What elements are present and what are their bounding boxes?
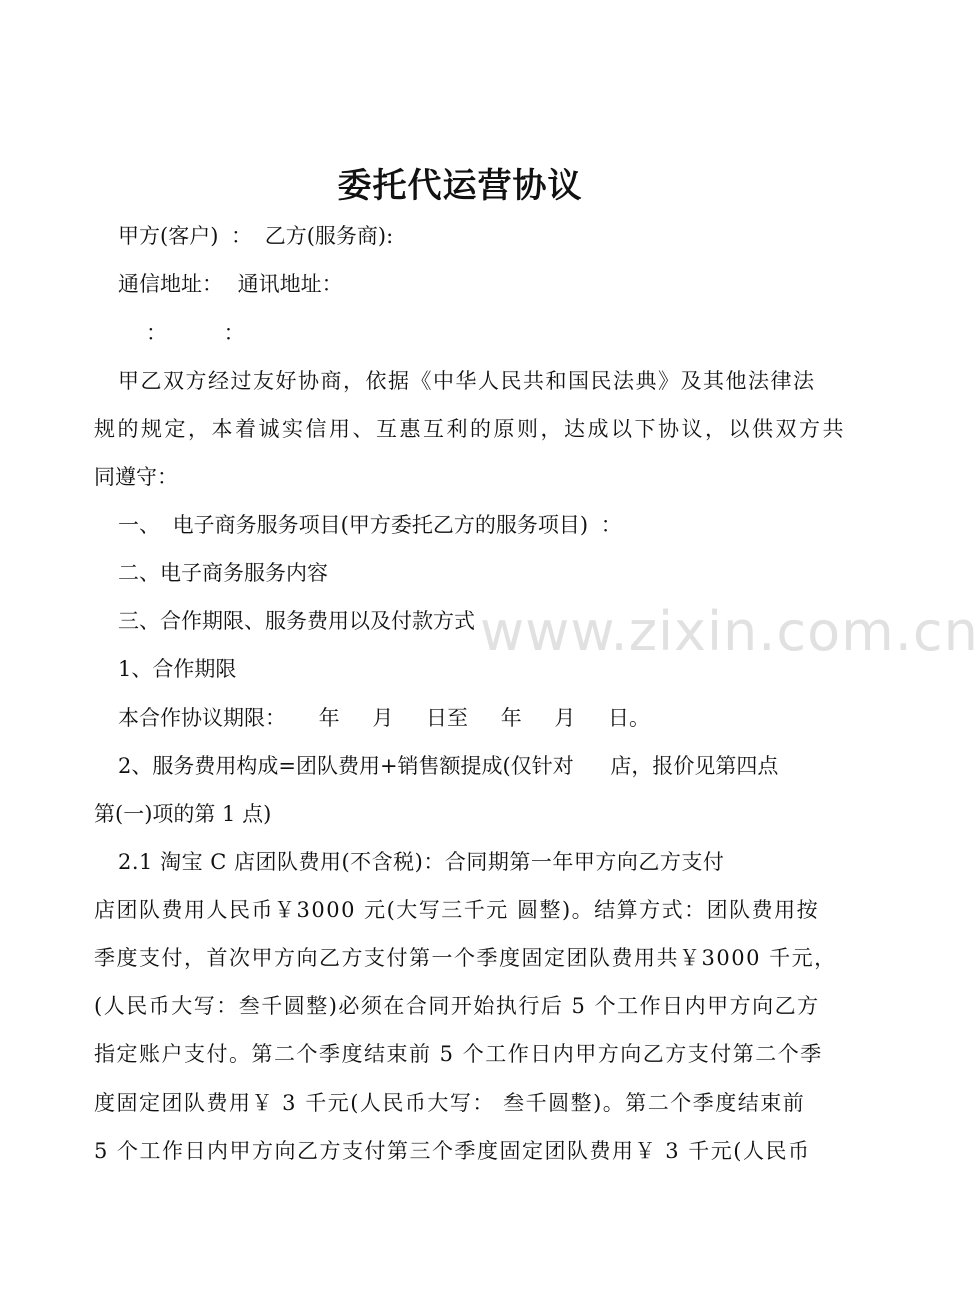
preamble-line-1: 甲乙双方经过友好协商，依据《中华人民共和国民法典》及其他法律法 bbox=[118, 369, 816, 393]
fee-clause-line-3: 季度支付，首次甲方向乙方支付第一个季度固定团队费用共￥3000 千元， bbox=[94, 946, 837, 970]
section-2-heading: 二、电子商务服务内容 bbox=[118, 561, 328, 585]
fee-structure-line-1: 2、服务费用构成=团队费用+销售额提成(仅针对 店，报价见第四点 bbox=[118, 754, 779, 778]
preamble-line-3: 同遵守： bbox=[94, 465, 178, 489]
subsection-1-heading: 1、合作期限 bbox=[118, 657, 237, 681]
preamble-line-2: 规的规定，本着诚实信用、互惠互利的原则，达成以下协议，以供双方共 bbox=[94, 417, 846, 441]
fee-clause-line-2: 店团队费用人民币￥3000 元(大写三千元 圆整)。结算方式：团队费用按 bbox=[94, 898, 820, 922]
document-title: 委托代运营协议 bbox=[337, 166, 583, 206]
term-line: 本合作协议期限： 年 月 日至 年 月 日。 bbox=[118, 706, 651, 730]
colon-line: ： ： bbox=[146, 321, 245, 345]
fee-clause-line-6: 度固定团队费用￥ 3 千元(人民币大写： 叁千圆整)。第二个季度结束前 bbox=[94, 1091, 806, 1115]
fee-clause-line-4: (人民币大写：叁千圆整)必须在合同开始执行后 5 个工作日内甲方向乙方 bbox=[94, 994, 820, 1018]
party-names-line: 甲方(客户) ： 乙方(服务商): bbox=[118, 224, 394, 248]
fee-clause-line-5: 指定账户支付。第二个季度结束前 5 个工作日内甲方向乙方支付第二个季 bbox=[94, 1042, 823, 1066]
section-3-heading: 三、合作期限、服务费用以及付款方式 bbox=[118, 609, 475, 633]
address-line: 通信地址： 通讯地址： bbox=[118, 272, 343, 296]
section-1-heading: 一、 电子商务服务项目(甲方委托乙方的服务项目) ： bbox=[118, 513, 622, 537]
fee-clause-line-1: 2.1 淘宝 C 店团队费用(不含税)：合同期第一年甲方向乙方支付 bbox=[118, 850, 725, 874]
fee-clause-line-7: 5 个工作日内甲方向乙方支付第三个季度固定团队费用￥ 3 千元(人民币 bbox=[94, 1139, 811, 1163]
watermark: www.zixin.com.cn bbox=[480, 600, 979, 663]
fee-structure-line-2: 第(一)项的第 1 点) bbox=[94, 802, 272, 826]
